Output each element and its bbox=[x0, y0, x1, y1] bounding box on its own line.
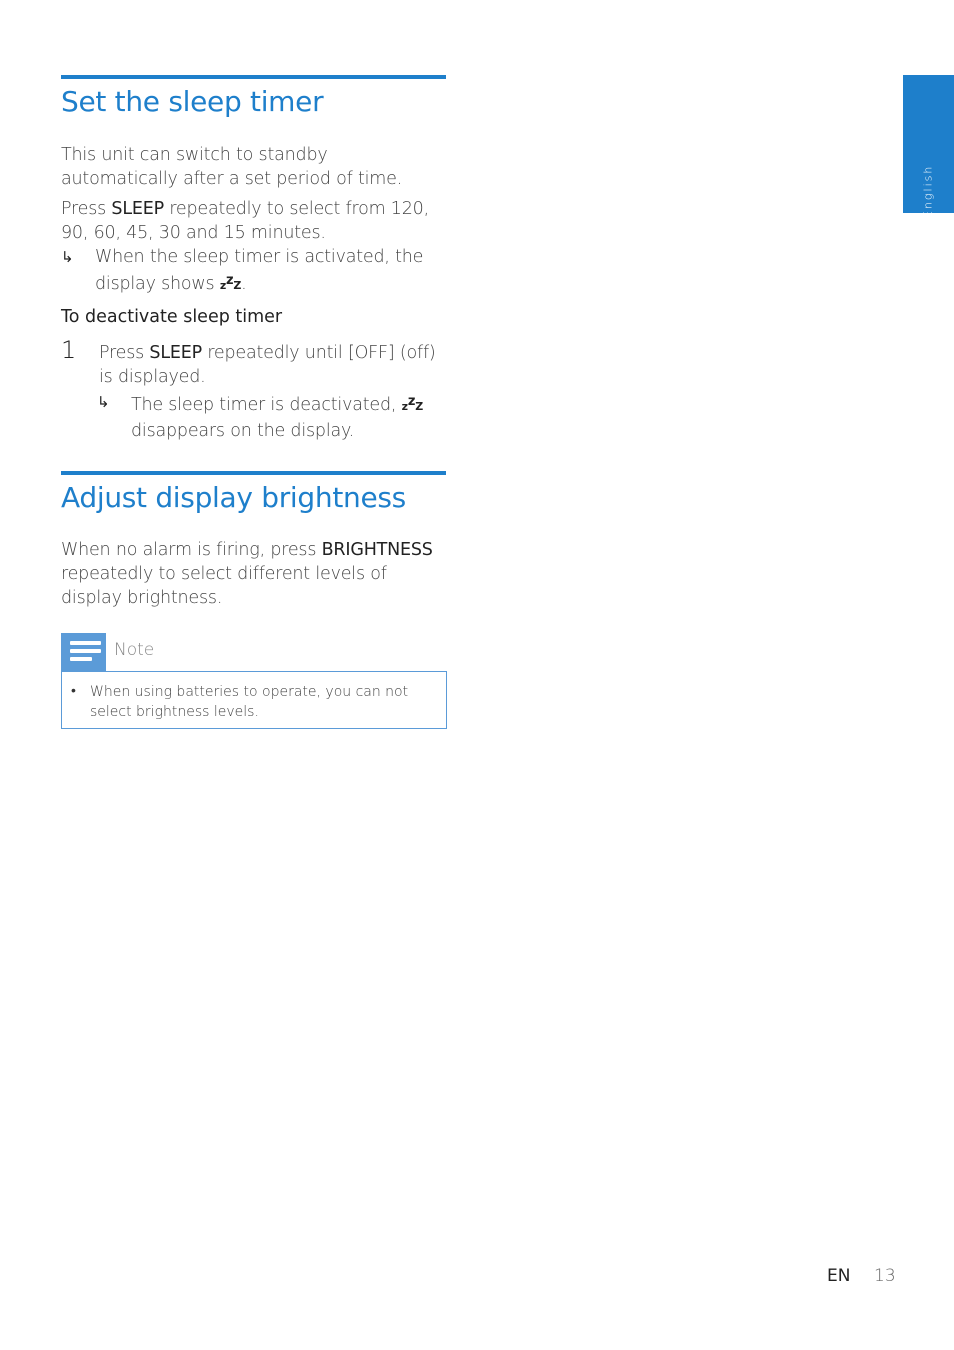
result-arrow-icon: ↳ bbox=[61, 248, 74, 266]
note-title: Note bbox=[114, 640, 155, 660]
note-bullet: • bbox=[71, 683, 76, 699]
sleep-key: SLEEP bbox=[149, 343, 202, 363]
note-text: When using batteries to operate, you can not select brightness levels. bbox=[90, 684, 409, 720]
footer-page-number: 13 bbox=[874, 1266, 896, 1286]
sleep-zz-icon: $z^zZ$ bbox=[219, 273, 242, 292]
footer-language-code: EN bbox=[827, 1266, 851, 1286]
note-icon bbox=[61, 633, 106, 671]
note-box bbox=[61, 671, 447, 729]
brightness-section bbox=[61, 471, 447, 610]
brightness-key: BRIGHTNESS bbox=[321, 540, 433, 560]
step-number: 1 bbox=[61, 336, 77, 364]
brightness-heading: Adjust display brightness bbox=[61, 481, 406, 514]
note-header bbox=[61, 633, 447, 671]
result-arrow-icon: ↳ bbox=[97, 393, 110, 411]
language-tab-label: English bbox=[921, 164, 935, 218]
sleep-result-deactivated: ↳ The sleep timer is deactivated, $z^zZ$ disappears on the display. bbox=[61, 390, 447, 443]
sleep-timer-heading: Set the sleep timer bbox=[61, 85, 324, 118]
language-tab bbox=[903, 75, 954, 218]
sleep-intro: This unit can switch to standby automatically after a set period of time. bbox=[61, 145, 403, 189]
section-rule bbox=[61, 75, 446, 79]
brightness-instruction: When no alarm is firing, press BRIGHTNESS repeatedly to select different levels of display brightness. bbox=[61, 540, 433, 608]
deactivate-heading: To deactivate sleep timer bbox=[61, 307, 283, 327]
sleep-timer-section bbox=[61, 75, 447, 443]
sleep-result-activated: ↳ When the sleep timer is activated, the display shows $z^zZ$. bbox=[61, 247, 424, 294]
sleep-zz-icon: $z^zZ$ bbox=[401, 394, 423, 413]
sleep-instruction: Press SLEEP repeatedly to select from 120, 90, 60, 45, 30 and 15 minutes. bbox=[61, 199, 429, 243]
section-rule bbox=[61, 471, 446, 475]
sleep-key: SLEEP bbox=[111, 199, 164, 219]
deactivate-step-1: 1 Press SLEEP repeatedly until [OFF] (off) is displayed. bbox=[61, 336, 436, 387]
